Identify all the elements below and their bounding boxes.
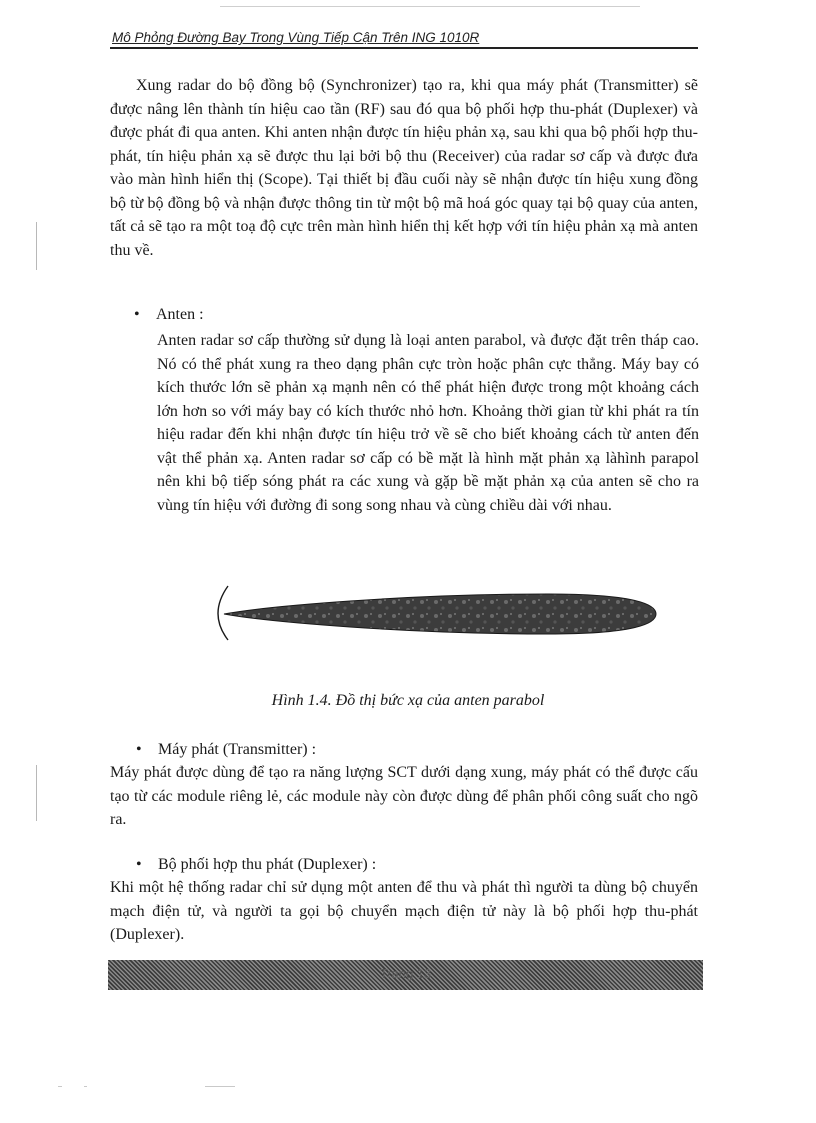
- antenna-reflector-arc: [218, 586, 228, 640]
- header-rule: [110, 47, 698, 49]
- bullet-label-transmitter: Máy phát (Transmitter) :: [158, 741, 317, 758]
- transmitter-paragraph: Máy phát được dùng để tạo ra năng lượng SCT dưới dạng xung, máy phát có thể được cấu tạo từ các module riêng lẻ, các module này còn được dùng để phân phối công suất cho ngõ ra.: [110, 764, 698, 828]
- bullet-label-anten: Anten :: [156, 306, 204, 323]
- running-header-title: Mô Phỏng Đường Bay Trong Vùng Tiếp Cận Trên ING 1010R: [112, 30, 480, 45]
- lobe-shape: [224, 594, 656, 634]
- figure-caption: Hình 1.4. Đồ thị bức xạ của anten parabol: [271, 692, 545, 709]
- duplexer-paragraph: Khi một hệ thống radar chỉ sử dụng một anten để thu và phát thì người ta dùng bộ chuyển mạch điện tử, và người ta gọi bộ chuyển mạch điện tử này là bộ phối hợp thu-phát (Duplexer).: [110, 879, 698, 943]
- scan-top-line: [220, 6, 640, 7]
- page-number: Trang 13: [379, 966, 432, 981]
- intro-paragraph: Xung radar do bộ đồng bộ (Synchronizer) tạo ra, khi qua máy phát (Transmitter) sẽ được nâng lên thành tín hiệu cao tần (RF) sau đó qua bộ phối hợp thu-phát (Duplexer) và được phát đi qua anten. Khi anten nhận được tín hiệu phản xạ, sau khi qua bộ phối hợp thu-phát, tín hiệu phản xạ sẽ được thu lại bởi bộ thu (Receiver) của radar sơ cấp và được đưa vào màn hình hiển thị (Scope). Tại thiết bị đầu cuối này sẽ nhận được tín hiệu xung đồng bộ từ bộ đồng bộ và nhận được thông tin từ một bộ mã hoá góc quay tại bộ quay của anten, tất cả sẽ tạo ra một toạ độ cực trên màn hình hiển thị kết hợp với tín hiệu phản xạ mà anten thu về.: [110, 77, 698, 259]
- footer-band: [108, 960, 703, 990]
- bullet-icon: •: [136, 856, 142, 873]
- scan-artifact: [84, 1086, 87, 1087]
- bullet-icon: •: [134, 306, 140, 323]
- anten-paragraph: Anten radar sơ cấp thường sử dụng là loại anten parabol, và được đặt trên tháp cao. Nó có thể phát xung ra theo dạng phân cực tròn hoặc phân cực thẳng. Máy bay có kích thước lớn sẽ phản xạ mạnh nên có thể phát hiện được trong một khoảng cách lớn hơn so với máy bay có kích thước nhỏ hơn. Khoảng thời gian từ khi phát ra tín hiệu radar đến khi nhận được tín hiệu trở về sẽ cho biết khoảng cách từ anten đến vật thể phản xạ. Anten radar sơ cấp có bề mặt là hình mặt phản xạ làhình parapol nên khi bộ tiếp sóng phát ra các xung và gặp bề mặt phản xạ của anten sẽ cho ra vùng tín hiệu với đường đi song song nhau và cùng chiều dài với nhau.: [157, 332, 699, 514]
- scan-artifact: [205, 1086, 235, 1087]
- scan-margin-mark: [36, 222, 37, 270]
- scan-artifact: [58, 1086, 62, 1087]
- bullet-heading-transmitter: [136, 738, 316, 762]
- radiation-pattern-figure: [208, 584, 660, 644]
- bullet-heading-duplexer: [136, 853, 376, 877]
- bullet-label-duplexer: Bộ phối hợp thu phát (Duplexer) :: [158, 856, 377, 873]
- scan-margin-mark: [36, 765, 37, 821]
- parabolic-radiation-lobe: [208, 584, 660, 644]
- bullet-icon: •: [136, 741, 142, 758]
- bullet-heading-anten: [134, 303, 204, 327]
